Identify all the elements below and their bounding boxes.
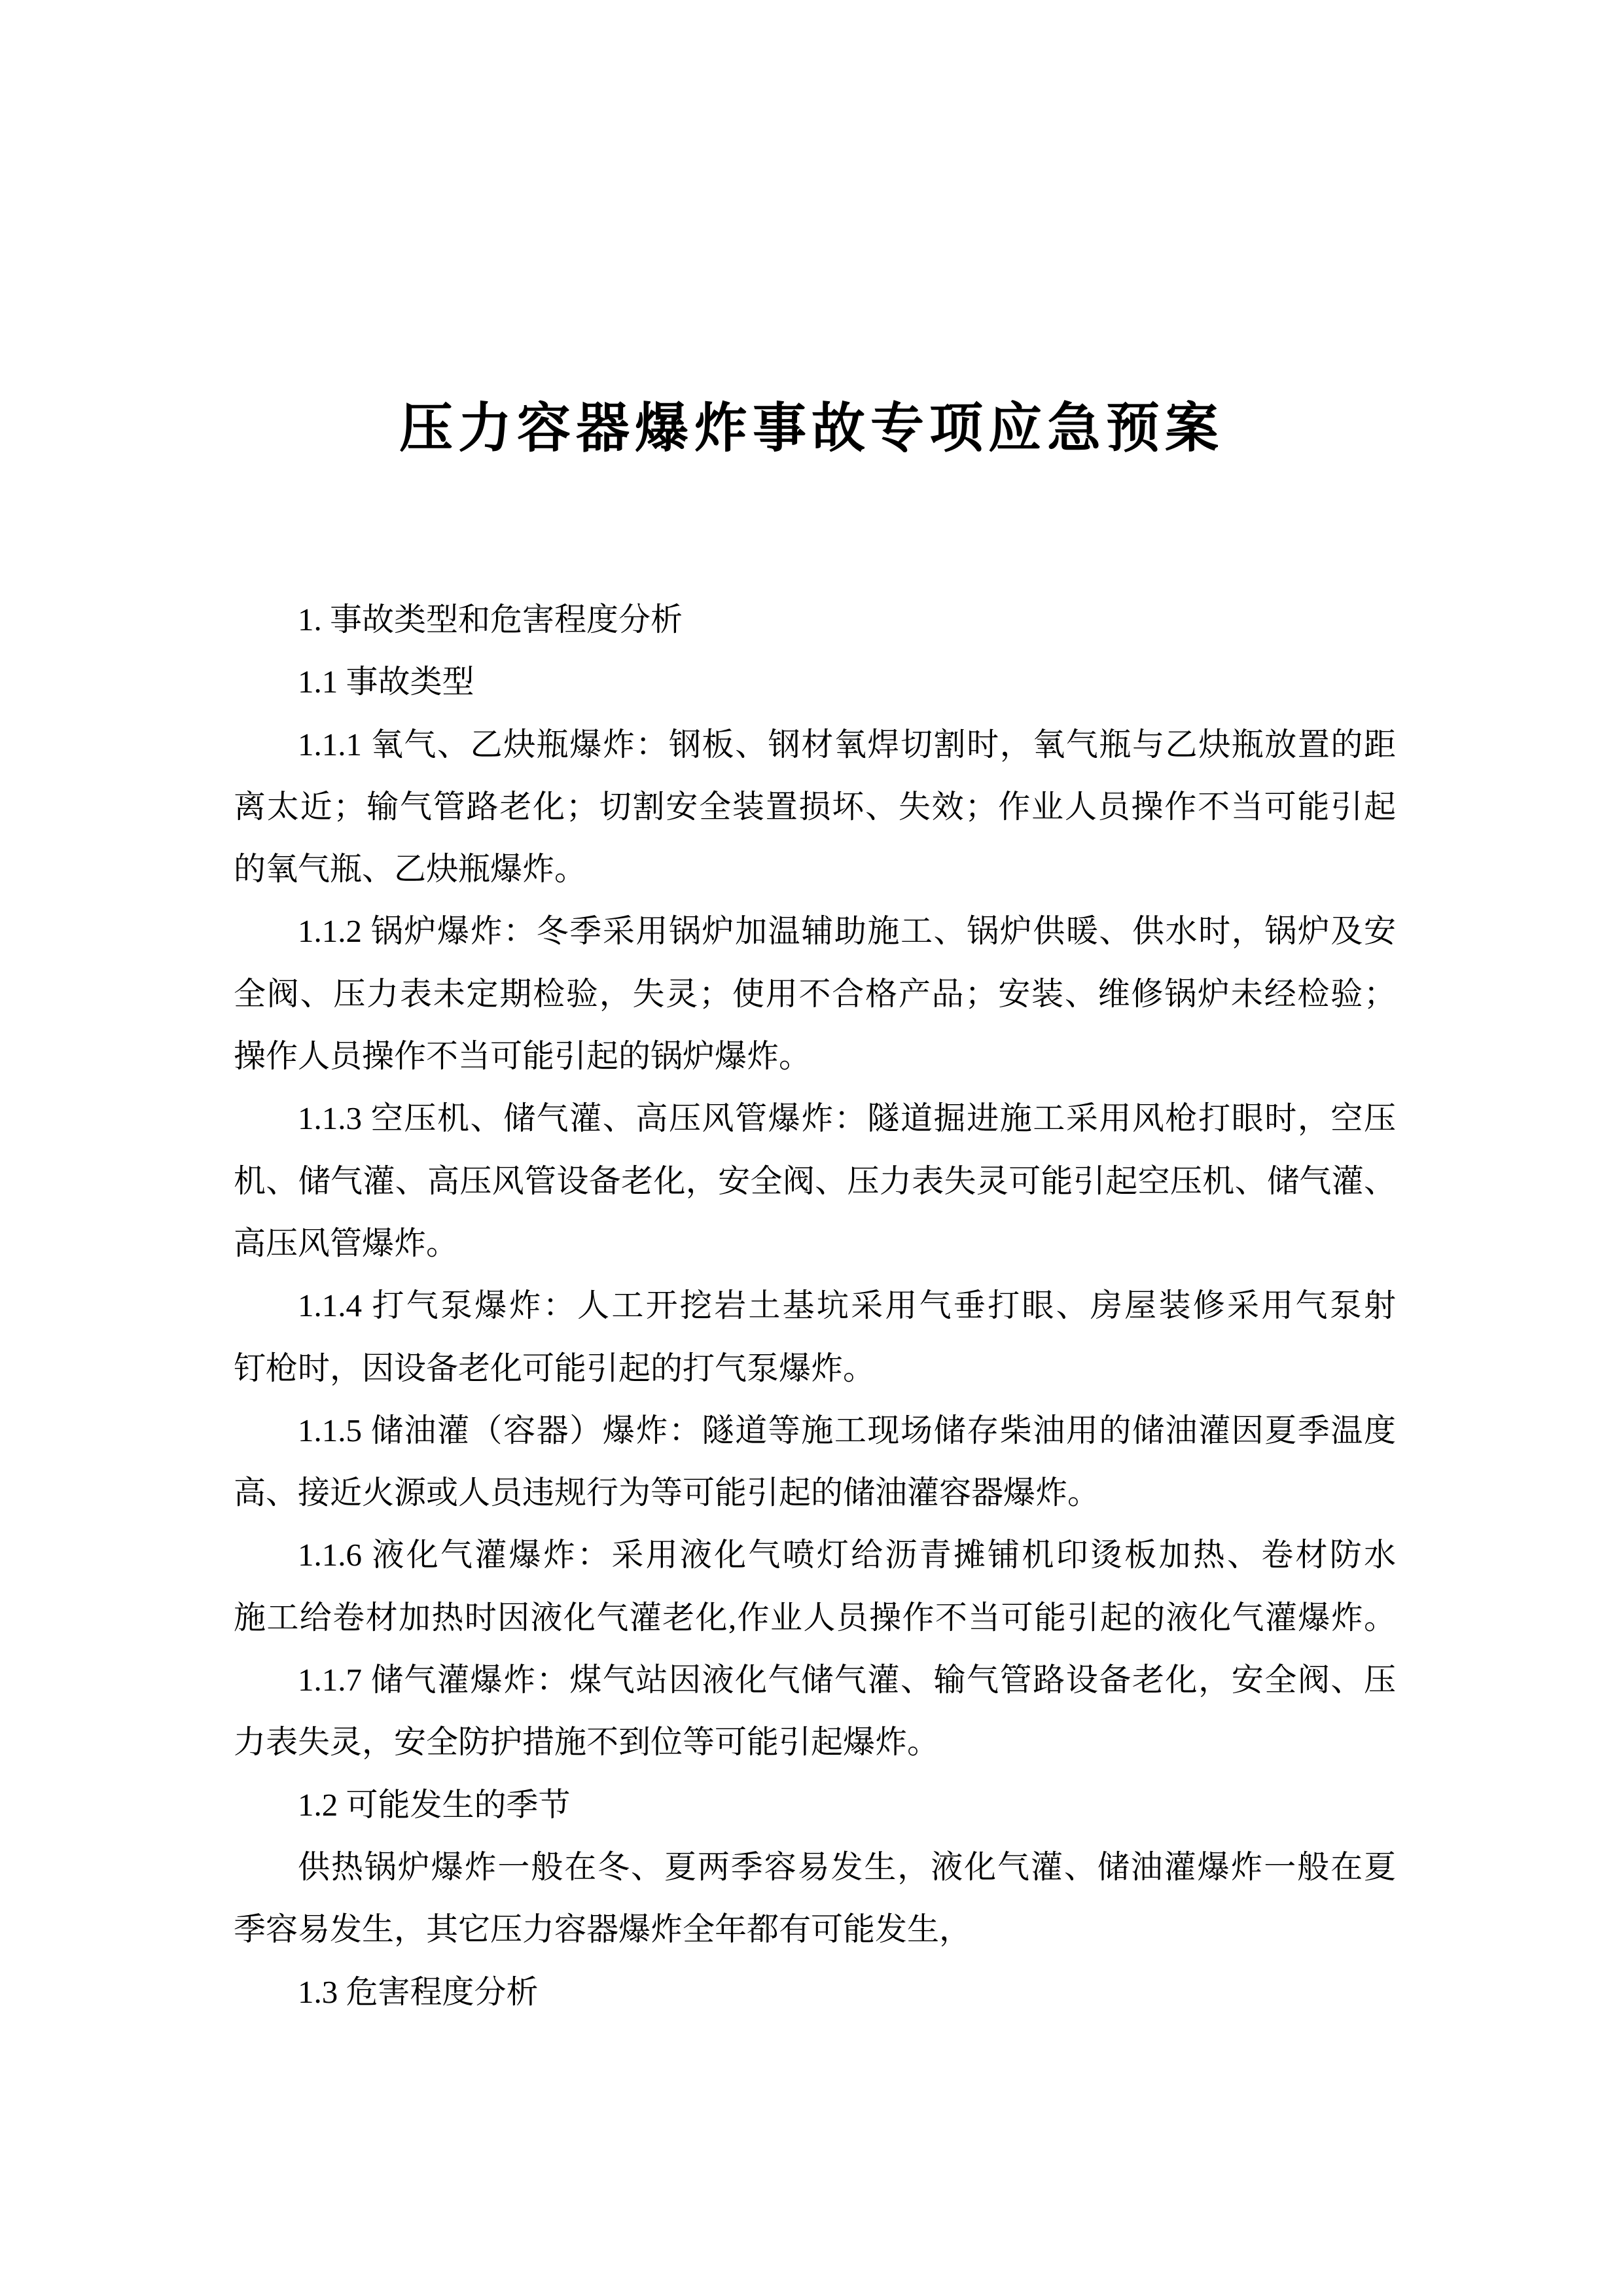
text-line: 力表失灵，安全防护措施不到位等可能引起爆炸。 — [234, 1724, 940, 1761]
text-line: 1.1.7 储气灌爆炸：煤气站因液化气储气灌、输气管路设备老化，安全阀、压 — [298, 1662, 1396, 1698]
text-line: 钉枪时，因设备老化可能引起的打气泵爆炸。 — [234, 1350, 876, 1386]
text-line: 1.1.2 锅炉爆炸：冬季采用锅炉加温辅助施工、锅炉供暖、供水时，锅炉及安 — [298, 913, 1396, 950]
document-body — [234, 588, 1396, 2023]
text-line: 1.1.5 储油灌（容器）爆炸：隧道等施工现场储存柴油用的储油灌因夏季温度 — [298, 1412, 1396, 1448]
text-line: 机、储气灌、高压风管设备老化，安全阀、压力表失灵可能引起空压机、储气灌、 — [234, 1162, 1396, 1199]
text-line: 1.1.3 空压机、储气灌、高压风管爆炸：隧道掘进施工采用风枪打眼时，空压 — [298, 1100, 1396, 1137]
text-line: 施工给卷材加热时因液化气灌老化,作业人员操作不当可能引起的液化气灌爆炸。 — [234, 1599, 1396, 1636]
text-line: 1.1.4 打气泵爆炸：人工开挖岩土基坑采用气垂打眼、房屋装修采用气泵射 — [298, 1287, 1396, 1324]
text-line: 1.3 危害程度分析 — [298, 1973, 539, 2010]
document-title: 压力容器爆炸事故专项应急预案 — [399, 399, 1224, 458]
text-line: 1.1.1 氧气、乙炔瓶爆炸：钢板、钢材氧焊切割时，氧气瓶与乙炔瓶放置的距 — [298, 726, 1396, 762]
text-line: 1. 事故类型和危害程度分析 — [298, 601, 683, 637]
text-line: 1.2 可能发生的季节 — [298, 1786, 571, 1823]
text-line: 操作人员操作不当可能引起的锅炉爆炸。 — [234, 1038, 812, 1075]
text-line: 供热锅炉爆炸一般在冬、夏两季容易发生，液化气灌、储油灌爆炸一般在夏 — [298, 1848, 1396, 1885]
text-line: 全阀、压力表未定期检验，失灵；使用不合格产品；安装、维修锅炉未经检验； — [234, 975, 1396, 1012]
text-line: 1.1.6 液化气灌爆炸：采用液化气喷灯给沥青摊铺机印烫板加热、卷材防水 — [298, 1537, 1396, 1573]
text-line: 离太近；输气管路老化；切割安全装置损坏、失效；作业人员操作不当可能引起 — [234, 788, 1396, 825]
text-line: 季容易发生，其它压力容器爆炸全年都有可能发生， — [234, 1911, 972, 1948]
text-line: 1.1 事故类型 — [298, 664, 474, 700]
text-line: 的氧气瓶、乙炔瓶爆炸。 — [234, 851, 587, 888]
text-line: 高压风管爆炸。 — [234, 1225, 459, 1261]
text-line: 高、接近火源或人员违规行为等可能引起的储油灌容器爆炸。 — [234, 1475, 1100, 1511]
